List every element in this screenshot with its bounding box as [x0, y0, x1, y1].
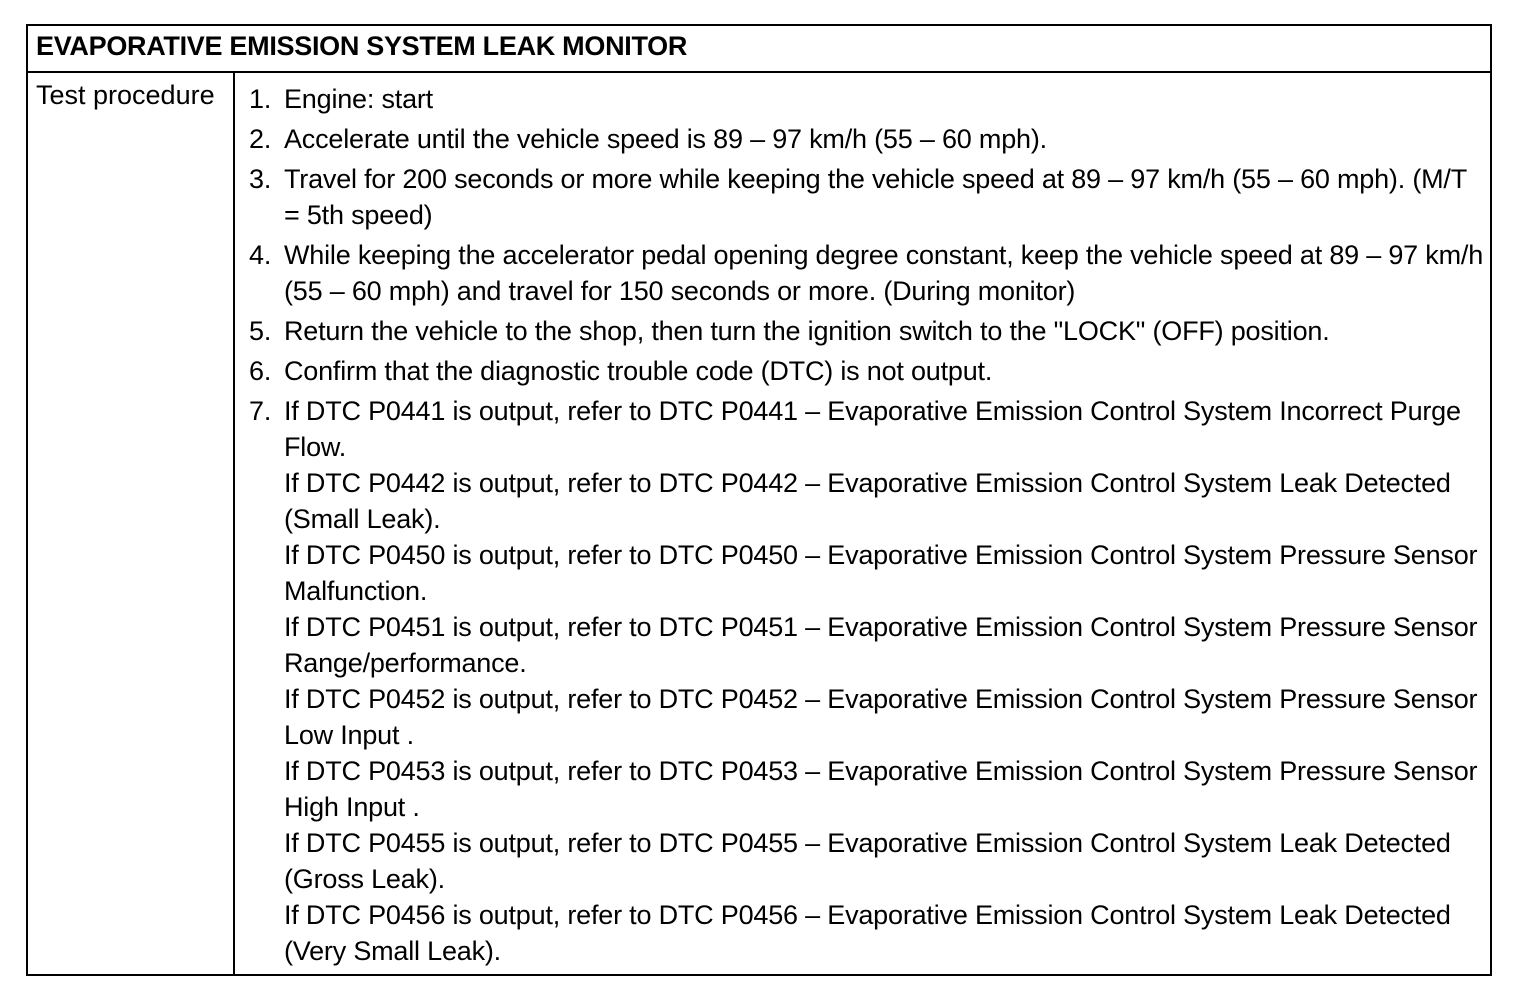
- step-text: Engine: start: [284, 84, 433, 114]
- step-item: [249, 353, 1489, 389]
- step-number: 5.: [249, 316, 272, 346]
- table-title: EVAPORATIVE EMISSION SYSTEM LEAK MONITOR: [36, 31, 688, 61]
- step-number: 4.: [249, 240, 272, 270]
- step-text: While keeping the accelerator pedal opening degree constant, keep the vehicle speed at 89 – 97 km/h (55 – 60 mph) and travel for 150 seconds or more. (During monitor): [284, 240, 1484, 306]
- dtc-reference-p0450: If DTC P0450 is output, refer to DTC P0450 – Evaporative Emission Control System Pressure Sensor Malfunction.: [284, 540, 1478, 606]
- dtc-reference-p0455: If DTC P0455 is output, refer to DTC P0455 – Evaporative Emission Control System Leak Detected (Gross Leak).: [284, 828, 1451, 894]
- step-text: Travel for 200 seconds or more while keeping the vehicle speed at 89 – 97 km/h (55 – 60 mph). (M/T = 5th speed): [284, 164, 1467, 230]
- step-item-dtc-references: [249, 393, 1489, 969]
- test-procedure-label: Test procedure: [36, 80, 215, 110]
- step-item: [249, 237, 1489, 309]
- procedure-cell: [235, 73, 1490, 974]
- step-item: [249, 161, 1489, 233]
- step-item: [249, 81, 1489, 117]
- table-title-row: [28, 26, 1490, 73]
- dtc-reference-p0453: If DTC P0453 is output, refer to DTC P0453 – Evaporative Emission Control System Pressure Sensor High Input .: [284, 756, 1478, 822]
- step-text: Confirm that the diagnostic trouble code (DTC) is not output.: [284, 356, 993, 386]
- step-item: [249, 121, 1489, 157]
- dtc-reference-p0452: If DTC P0452 is output, refer to DTC P0452 – Evaporative Emission Control System Pressure Sensor Low Input .: [284, 684, 1478, 750]
- dtc-reference-p0456: If DTC P0456 is output, refer to DTC P0456 – Evaporative Emission Control System Leak Detected (Very Small Leak).: [284, 900, 1451, 966]
- dtc-reference-p0441: If DTC P0441 is output, refer to DTC P0441 – Evaporative Emission Control System Incorrect Purge Flow.: [284, 396, 1461, 462]
- procedure-steps: [249, 81, 1489, 973]
- step-number: 1.: [249, 84, 272, 114]
- step-item: [249, 313, 1489, 349]
- dtc-reference-p0451: If DTC P0451 is output, refer to DTC P0451 – Evaporative Emission Control System Pressure Sensor Range/performance.: [284, 612, 1478, 678]
- label-cell: [28, 73, 235, 974]
- step-number: 3.: [249, 164, 272, 194]
- monitor-table: [26, 24, 1492, 976]
- dtc-reference-p0442: If DTC P0442 is output, refer to DTC P0442 – Evaporative Emission Control System Leak Detected (Small Leak).: [284, 468, 1451, 534]
- step-number: 6.: [249, 356, 272, 386]
- step-number: 2.: [249, 124, 272, 154]
- step-text: Return the vehicle to the shop, then turn the ignition switch to the "LOCK" (OFF) position.: [284, 316, 1330, 346]
- step-number: 7.: [249, 396, 272, 426]
- step-text: Accelerate until the vehicle speed is 89 – 97 km/h (55 – 60 mph).: [284, 124, 1047, 154]
